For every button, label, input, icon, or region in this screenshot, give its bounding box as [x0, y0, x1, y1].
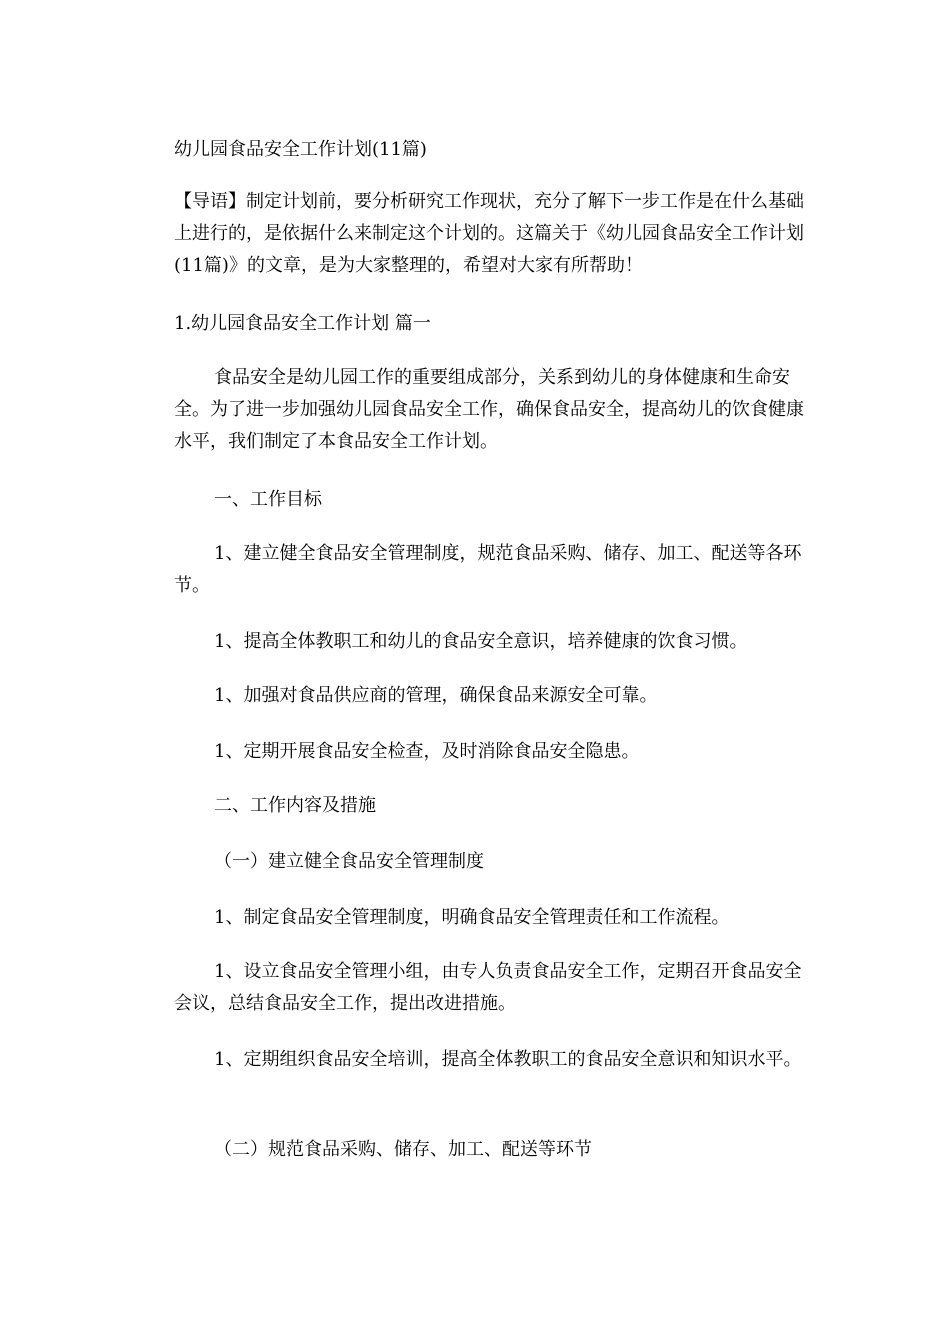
goal-item: 1、提高全体教职工和幼儿的食品安全意识，培养健康的饮食习惯。	[214, 631, 748, 652]
goals-heading: 一、工作目标	[214, 489, 322, 510]
goal-item: 1、定期开展食品安全检查，及时消除食品安全隐患。	[214, 741, 640, 762]
measure-item: 1、设立食品安全管理小组，由专人负责食品安全工作，定期召开食品安全会议，总结食品安全工作，提出改进措施。	[174, 961, 802, 1014]
section-heading-1: 1.幼儿园食品安全工作计划 篇一	[174, 313, 431, 334]
subsection-heading-1: （一）建立健全食品安全管理制度	[214, 851, 484, 872]
goal-item: 1、建立健全食品安全管理制度，规范食品采购、储存、加工、配送等各环节。	[174, 543, 802, 596]
measure-item: 1、定期组织食品安全培训，提高全体教职工的食品安全意识和知识水平。	[214, 1049, 802, 1070]
document-title: 幼儿园食品安全工作计划(11篇)	[174, 139, 427, 160]
intro-paragraph: 【导语】制定计划前，要分析研究工作现状，充分了解下一步工作是在什么基础上进行的，是依据什么来制定这个计划的。这篇关于《幼儿园食品安全工作计划(11篇)》的文章，是为大家整理的，希望对大家有所帮助！	[174, 191, 804, 276]
section-1-intro-paragraph: 食品安全是幼儿园工作的重要组成部分，关系到幼儿的身体健康和生命安全。为了进一步加强幼儿园食品安全工作，确保食品安全，提高幼儿的饮食健康水平，我们制定了本食品安全工作计划。	[174, 367, 804, 452]
subsection-heading-2: （二）规范食品采购、储存、加工、配送等环节	[214, 1139, 592, 1160]
measure-item: 1、制定食品安全管理制度，明确食品安全管理责任和工作流程。	[214, 907, 730, 928]
goal-item: 1、加强对食品供应商的管理，确保食品来源安全可靠。	[214, 685, 658, 706]
measures-heading: 二、工作内容及措施	[214, 795, 376, 816]
